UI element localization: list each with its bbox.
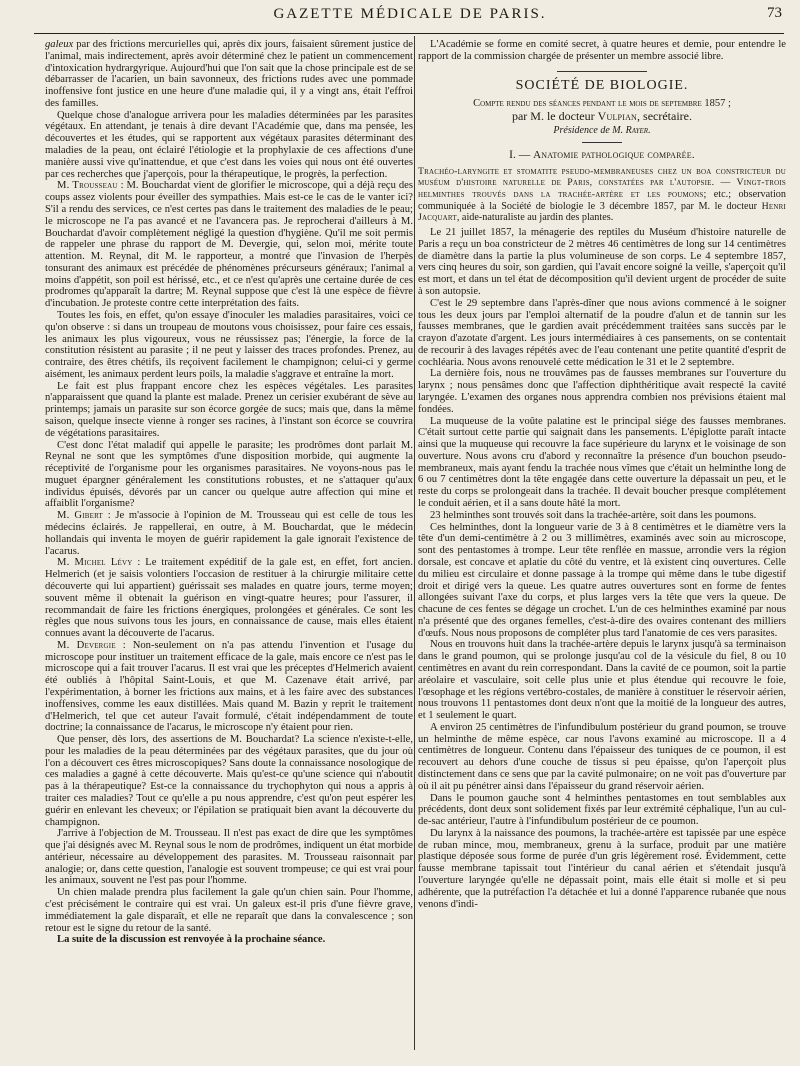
paragraph (45, 640, 413, 734)
paragraph: Le 21 juillet 1857, la ménagerie des reptiles du Muséum d'histoire naturelle de Paris a reçu un boa constricteur de 2 mètres 46 centimètres de long sur 14 centimètres de diamètre dans la partie la plus volumineuse de son corps. Le 4 septembre 1857, vers cinq heures du soir, son gardien, qui l'avait encore soigné la veille, s'aperçoit qu'il est mort, et dans un tel état de décomposition qu'il devient urgent de procéder de suite à son autopsie. (418, 227, 786, 297)
column-divider (414, 36, 415, 1050)
paragraph (45, 180, 413, 310)
society-title: SOCIÉTÉ DE BIOLOGIE. (515, 77, 689, 93)
paragraph: Toutes les fois, en effet, qu'on essaye d'inoculer les maladies parasitaires, voici ce qu'on observe : si dans un troupeau de moutons vous choisissez, pour faire ces essais, les animaux les plus vigoureux, vous ne réussissez pas; l'énergie, la force de la constitution résistent au parasite ; il ne peut y laisser des traces profondes. Prenez, au contraire, des êtres chétifs, ils reçoivent facilement le champignon; celui-ci y germe aisément, les animaux perdent leurs poils, la maladie s'aggrave et entraîne la mort. (45, 309, 413, 380)
right-column (418, 39, 786, 910)
paragraph: Nous en trouvons huit dans la trachée-artère depuis le larynx jusqu'à sa terminaison dans le grand poumon, qui se prolonge jusqu'au col de la vésicule du fiel, 8 ou 10 centimètres en avant du rein correspondant. Dans la cavité de ce poumon, soit la partie aréolaire et vasculaire, soit celle plus unie et plus étendue qui recouvre le foie, l'œsophage et les régions vertébro-costales, de manière à constituer le réservoir aérien, nous trouvons 11 pentastomes dont deux n'ont que la moitié de la longueur des autres, et 1 seulement le quart. (418, 639, 786, 722)
paragraph (45, 39, 413, 110)
paragraph: C'est donc l'état maladif qui appelle le parasite; les prodrômes dont parlait M. Reynal ne sont que les symptômes d'une disposition morbide, qui augmente la réceptivité de l'organisme pour les organismes parasitaires. Ne voyons-nous pas le muguet épargner généralement les constitutions robustes, et ne s'attaquer qu'aux individus épuisés, dévorés par un cancer ou quelque autre affection qui mine et affaiblit l'organisme? (45, 439, 413, 510)
paragraph: La dernière fois, nous ne trouvâmes pas de fausses membranes sur l'ouverture du larynx ; nous pensâmes donc que l'affection diphthéritique avait respecté la cavité laryngée. L'examen des organes nous apprendra combien nos prévisions étaient mal fondées. (418, 368, 786, 415)
report-text: par M. le docteur (511, 108, 598, 123)
paragraph-text: par des frictions mercurielles qui, après dix jours, faisaient sûrement justice de l'animal, mais indirectement, après avoir déterminé chez le patient un commencement d'intoxication hydrargyrique. Aujourd'hui que l'on sait que la chose principale est de se débarrasser de l'acarien, un bain savonneux, des frictions rudes avec une pommade inoffensive font justice en une heure d'une maladie qui, il y a vingt ans, était l'effroi des familles. (45, 39, 413, 109)
paragraph: Le fait est plus frappant encore chez les espèces végétales. Les parasites n'apparaissent que quand la plante est malade. Prenez un cerisier exubérant de sève au printemps; jamais un parasite sur son écorce gorgée de sucs; mais que, dans la même saison, quelque insecte vienne à ronger ses racines, à l'instant son écorce se couvrira de végétations parasitaires. (45, 380, 413, 439)
paragraph-text: : Le traitement expéditif de la gale est, en effet, fort ancien. Helmerich (et je saisis volontiers l'occasion de restituer à la chirurgie militaire cette découverte qui lui appartient) guérissait ses malades en quatre jours, terme moyen; souvent même il obtenait la guérison en vingt-quatre heures; pour l'assurer, il recommandait de faire les frictions énergiques, prolongées et générales. Ce sont les règles que nous suivons tous les jours, en connaissance de cause, mais elles étaient connues avant la découverte de l'acarus. (45, 557, 413, 640)
case-author: Henri Jacquart (418, 200, 786, 224)
report-text: , secrétaire. (637, 108, 692, 123)
session-note: L'Académie se forme en comité secret, à quatre heures et demie, pour entendre le rapport de la commission chargée de présenter un membre associé libre. (418, 39, 786, 62)
paragraph: Dans le poumon gauche sont 4 helminthes pentastomes en tout semblables aux précédents, dont deux sont solidement fixés par leur extrémité céphalique, l'un au cul-de-sac antérieur, l'autre à l'infundibulum postérieur de ce poumon. (418, 792, 786, 828)
secretary-name: Vulpian (597, 108, 638, 123)
presidence-line: Présidence de M. Rayer. (553, 124, 651, 136)
header-rule (34, 33, 784, 34)
paragraph: Un chien malade prendra plus facilement la gale qu'un chien sain. Pour l'homme, c'est précisément le contraire qui est vrai. Un galeux est-il pris d'une fièvre grave, immédiatement la gale disparaît, et elle ne reparaît que dans la convalescence ; son retour est le signe du retour de la santé. (45, 887, 413, 934)
paragraph: 23 helminthes sont trouvés soit dans la trachée-artère, soit dans les poumons. (430, 509, 757, 521)
report-author-line (418, 110, 786, 123)
speaker-name: M. Michel Lévy (57, 557, 133, 569)
paragraph: Du larynx à la naissance des poumons, la trachée-artère est tapissée par une espèce de ruban mince, mou, membraneux, grenu à la surface, produit par une matière plastique déposée sous forme de purée d'un gris légèrement rosé. Évidemment, cette fausse membrane tapissait tout l'intérieur du canal aérien et s'étendait jusqu'à l'ouverture laryngée qu'elle ne dépassait point, mais elle était si molle et si peu adhérente, que la putréfaction l'a détachée et lui a donné l'apparence rubanée que nous venons d'indi- (418, 827, 786, 910)
journal-title: GAZETTE MÉDICALE DE PARIS. (273, 6, 547, 22)
left-column (45, 39, 413, 946)
paragraph: Quelque chose d'analogue arrivera pour les maladies déterminées par les parasites végétaux. En attendant, je tenais à dire devant l'Académie que, dans ma pensée, les découvertes et les études, qui se rapportent aux végétaux parasites déterminant des maladies de la peau, ont éclairé l'étiologie et la prophylaxie de ces affections d'une manière aussi vive qu'inattendue, et que c'est dans les voies qui nous ont été ouvertes par ces recherches que j'aperçois, pour la thérapeutique, le progrès, la perfection. (45, 109, 413, 180)
paragraph: J'arrive à l'objection de M. Trousseau. Il n'est pas exact de dire que les symptômes que j'ai désignés avec M. Reynal sous le nom de prodrômes, indiquent un état morbide antérieur, nécessaire au développement des parasites. M. Trousseau raisonnait par analogie; or, dans cette question, l'analogie est souvent trompeuse; ce qui est vrai pour les animaux, souvent ne l'est pas pour l'homme. (45, 828, 413, 887)
page-number: 73 (767, 5, 782, 21)
paragraph (45, 557, 413, 639)
paragraph-text: : Non-seulement on n'a pas attendu l'invention et l'usage du microscope pour instituer un traitement efficace de la gale, mais encore ce n'est pas le microscope qui a fait trouver l'acarus. Il est vrai que les préceptes d'Helmerich avaient été oubliés à l'hôpital Saint-Louis, et que M. Cazenave était arrivé, par l'expérimentation, à borner les frictions aux mains, et à les faire avec des substances inoffensives, comme les eaux distillées. Mais quand M. Bazin y reprit le traitement d'Helmerich, tel que cet auteur l'avait formulé, c'était indépendamment de toute doctrine; la connaissance de l'acarus, le microscope n'y étaient pour rien. (45, 639, 413, 734)
speaker-name: M. Devergie (57, 639, 116, 651)
paragraph: La muqueuse de la voûte palatine est le principal siége des fausses membranes. C'était surtout cette partie qui saignait dans les pansements. L'épiglotte paraît intacte ainsi que la muqueuse qui recouvre la face supérieure du larynx et le voisinage de son ouverture. Nous avons cru d'abord y reconnaître la présence d'un bouchon pseudo-membraneux, mais ayant fendu la trachée nous vîmes que c'était un helminthe long de 6 ou 7 centimètres dont la tête engagée dans cette ouverture la dépassait un peu, et le reste du corps se prolongeait dans la trachée. Il devait boucher presque complétement le conduit aérien, et il a sans doute hâté la mort. (418, 415, 786, 510)
section-title: Anatomie pathologique comparée. (533, 148, 695, 161)
report-subtitle (418, 97, 786, 123)
case-text: ; etc.; observation communiquée à la Société de biologie le 3 décembre 1857, par M. le docteur (418, 188, 786, 212)
president-name: Rayer (625, 124, 649, 136)
paragraph: Ces helminthes, dont la longueur varie de 3 à 8 centimètres et le diamètre vers la tête d'un demi-centimètre à 2 ou 3 millimètres, examinés avec soin au microscope, sont des pentastomes à trompe. Leur tête renflée en massue, arrondie vers la région dorsale, est concave et aplatie du côté du ventre, et là existent cinq ouvertures. Celle du milieu est circulaire et donne passage à la trompe qui même dans le tube digestif droit et dirigé vers la queue. Les quatre autres ouvertures sont en forme de fentes allongées suivant l'axe du corps, et plus larges vers la tête que vers la queue. De chacune de ces fentes se dégage un crochet. L'un de ces helminthes examiné par nous n'a présenté que des organes femelles, c'est-à-dire des ovaires contenant des milliers d'œufs. Nous nous proposons de compléter plus tard l'anatomie de ces vers parasites. (418, 521, 786, 639)
section-heading (418, 148, 786, 162)
paragraph: A environ 25 centimètres de l'infundibulum postérieur du grand poumon, se trouve un helminthe de même espèce, car nous l'avons examiné au microscope. Il a 4 centimètres de longueur. Contenu dans l'épaisseur des tuniques de ce poumon, il est recouvert au dehors d'une couche de tissus si peu épaisse, qu'on l'aperçoit plus distinctement dans ce sens que par la cavité pulmonaire; on ne voit pas d'ouverture par où il ait pu pénétrer ainsi dans l'épaisseur du grand réservoir aérien. (418, 721, 786, 792)
paragraph: C'est le 29 septembre dans l'après-dîner que nous avions commencé à le soigner tous les deux jours par l'emploi alternatif de la poudre d'alun et de tannin sur les fausses membranes, que le gardien avait précédemment traitées sans succès par le crayon d'azotate d'argent. Les jours intermédiaires à ces pansements, on se contentait de recourir à des lavages répétés avec de l'eau contenant une petite quantité d'esprit de cochléaria. Nous avons renouvelé cette médication le 31 et le 2 septembre. (418, 297, 786, 368)
case-intro (418, 166, 786, 225)
speaker-name: M. Trousseau (57, 180, 118, 192)
paragraph-text: : Je m'associe à l'opinion de M. Trousseau qui est celle de tous les médecins éclairés. Je rappellerai, en outre, à M. Bouchardat, que le médecin hollandais qui inventa le moyen de guérir rapidement la gale ignorait l'existence de l'acarus. (45, 510, 414, 557)
section-rule (557, 71, 647, 72)
case-title: Trachéo-laryngite et stomatite pseudo-membraneuses chez un boa constricteur du muséum d'histoire naturelle de Paris, constatées par l'autopsie. — Vingt-trois helminthes trouvés dans la trachée-artère et les poumons (418, 165, 786, 200)
small-rule (582, 142, 622, 143)
paragraph (45, 510, 413, 557)
page-header (34, 0, 786, 30)
section-number: I. — (509, 148, 534, 161)
case-text: , aide-naturaliste au jardin des plantes. (456, 212, 614, 224)
emphasis-word: galeux (45, 39, 74, 50)
paragraph-text: : M. Bouchardat vient de glorifier le microscope, qui a déjà reçu des coups assez violents pour éveiller des sympathies. Mais est-ce le cas de le vanter ici? S'il a rendu des services, ce n'est certes pas dans le traitement des maladies de le peau; le microscope ne l'a pas avancé et ne l'avancera pas. Je reprocherai d'ailleurs à M. Bouchardat d'avoir complètement négligé la question d'hygiène. Qu'il me soit permis de rappeler une phrase du rapport de M. Devergie, qui, selon moi, mérite toute attention. M. Reynal, dit M. le rapporteur, a montré que l'invasion de l'herpès tonsurant des animaux est précédée de phénomènes précurseurs généraux; l'animal a moins d'appétit, son poil est hérissé, etc., et ce n'est qu'après une certaine durée de ces prodromes qu'apparaît la dartre; M. Reynal suppose que c'est là une espèce de fièvre d'incubation. Je proteste contre cette interprétation des faits. (45, 180, 413, 310)
speaker-name: M. Gibert (57, 510, 104, 522)
paragraph: Que penser, dès lors, des assertions de M. Bouchardat? La science n'existe-t-elle, pour les maladies de la peau déterminées par des végétaux parasites, que du jour où l'on a découvert ces êtres microscopiques? Sans doute la connaissance nosologique de ces maladies a gagné à cette découverte. Mais qu'est-ce qu'une science qui n'aboutit pas à la thérapeutique? Est-ce la connaissance du trychophyton qui nous a appris à traiter ces maladies? Tout ce qu'elle a pu nous apprendre, c'est qu'on peut espérer les guérir en enlevant les cheveux; or l'épilation se pratiquait bien avant la découverte du champignon. (45, 734, 413, 828)
report-line: Compte rendu des séances pendant le mois de septembre 1857 ; (473, 97, 731, 109)
presidence-text: Présidence de M. (553, 124, 626, 136)
closing-note: La suite de la discussion est renvoyée à la prochaine séance. (57, 934, 326, 946)
